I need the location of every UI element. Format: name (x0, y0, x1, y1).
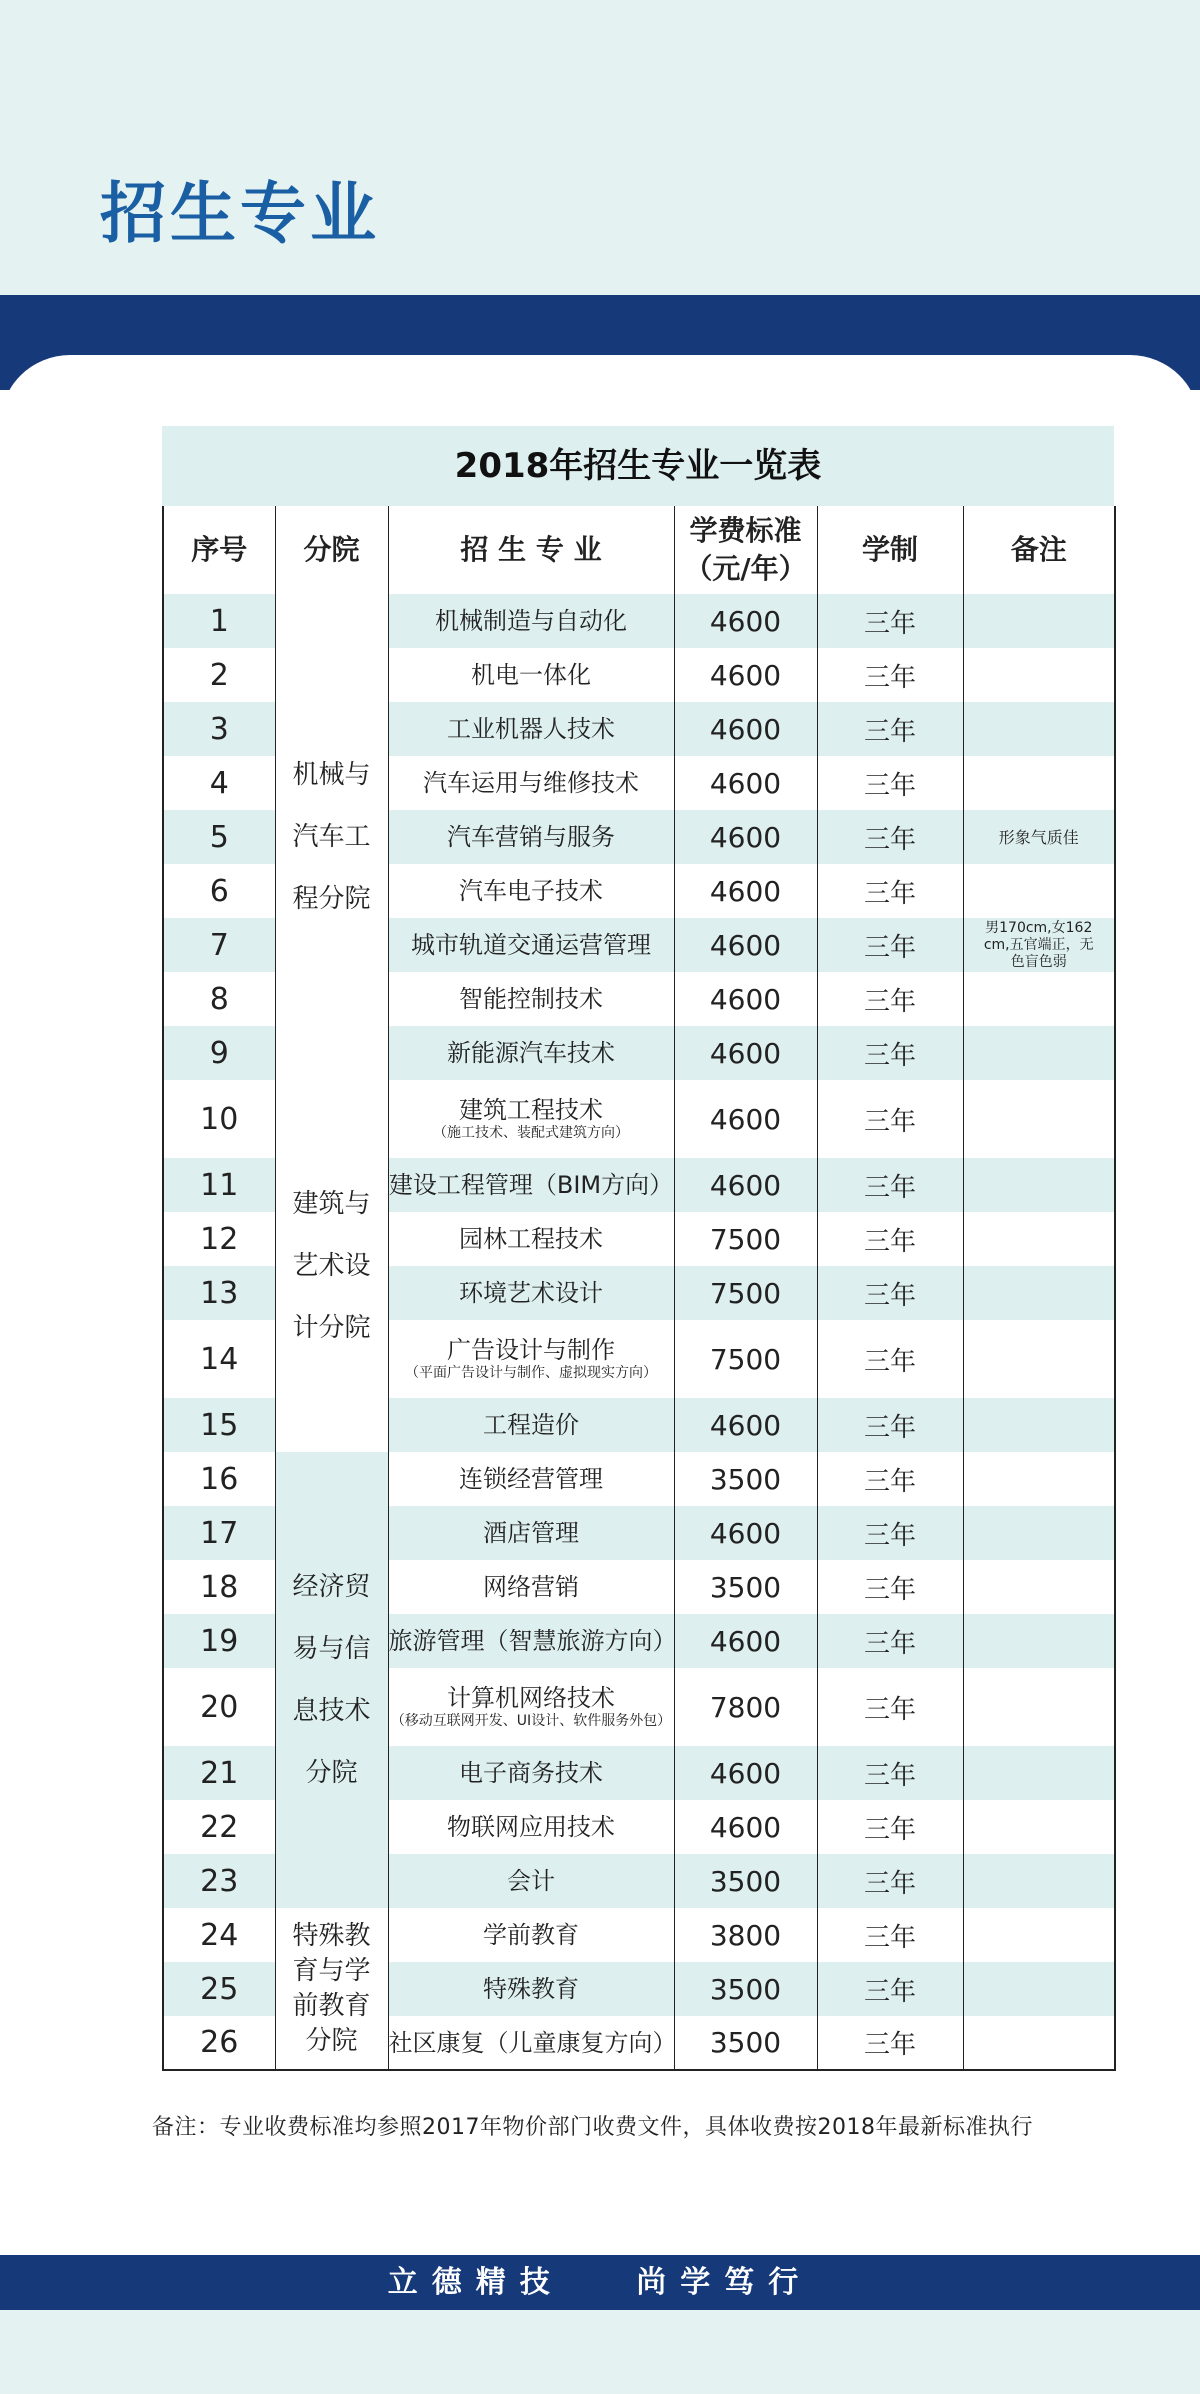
remark (963, 1614, 1115, 1668)
major-name: 计算机网络技术 (447, 1684, 615, 1712)
table-title: 2018年招生专业一览表 (162, 426, 1114, 506)
major-cell (388, 594, 674, 648)
header-duration: 学制 (817, 506, 963, 594)
duration: 三年 (817, 702, 963, 756)
department-cell (275, 594, 388, 1080)
row-number: 20 (163, 1668, 275, 1746)
remark (963, 756, 1115, 810)
header-fee-line2: （元/年） (684, 552, 807, 585)
major-cell (388, 1080, 674, 1158)
row-number: 25 (163, 1962, 275, 2016)
row-number: 15 (163, 1398, 275, 1452)
tuition-fee: 3500 (674, 1560, 817, 1614)
tuition-fee: 3800 (674, 1908, 817, 1962)
duration: 三年 (817, 1506, 963, 1560)
table-row (163, 1908, 1115, 1962)
tuition-fee: 4600 (674, 972, 817, 1026)
tuition-fee: 7500 (674, 1320, 817, 1398)
duration: 三年 (817, 1398, 963, 1452)
major-cell (388, 1746, 674, 1800)
remark (963, 1398, 1115, 1452)
tuition-fee: 4600 (674, 594, 817, 648)
row-number: 24 (163, 1908, 275, 1962)
major-name: 环境艺术设计 (459, 1279, 603, 1307)
row-number: 1 (163, 594, 275, 648)
major-name: 智能控制技术 (459, 985, 603, 1013)
major-name: 广告设计与制作 (447, 1336, 615, 1364)
major-name: 建设工程管理（BIM方向） (388, 1171, 674, 1199)
major-cell (388, 1560, 674, 1614)
remark (963, 1320, 1115, 1398)
row-number: 7 (163, 918, 275, 972)
major-name: 园林工程技术 (459, 1225, 603, 1253)
header-major: 招 生 专 业 (388, 506, 674, 594)
major-cell (388, 2016, 677, 2070)
tuition-fee: 7800 (674, 1668, 817, 1746)
major-name: 电子商务技术 (459, 1759, 603, 1787)
table-row (163, 594, 1115, 648)
tuition-fee: 3500 (674, 1854, 817, 1908)
major-name: 汽车电子技术 (459, 877, 603, 905)
row-number: 2 (163, 648, 275, 702)
major-cell (388, 918, 674, 972)
table-row (163, 1080, 1115, 1158)
major-name: 建筑工程技术 (459, 1096, 603, 1124)
major-cell (388, 1614, 677, 1668)
major-cell (388, 648, 674, 702)
remark (963, 1158, 1115, 1212)
major-name: 工业机器人技术 (447, 715, 615, 743)
duration: 三年 (817, 2016, 963, 2070)
major-cell (388, 702, 674, 756)
remark (963, 1506, 1115, 1560)
row-number: 19 (163, 1614, 275, 1668)
major-cell (388, 810, 674, 864)
major-name: 汽车运用与维修技术 (423, 769, 639, 797)
tuition-fee: 4600 (674, 1080, 817, 1158)
major-cell (388, 1854, 674, 1908)
major-name: 会计 (507, 1867, 555, 1895)
major-subtitle: （移动互联网开发、UI设计、软件服务外包） (390, 1713, 672, 1729)
tuition-fee: 4600 (674, 1746, 817, 1800)
slogan-bar (0, 2255, 1200, 2310)
department-cell (275, 1080, 388, 1452)
major-name: 网络营销 (483, 1573, 579, 1601)
remark (963, 1026, 1115, 1080)
remark (963, 864, 1115, 918)
tuition-fee: 4600 (674, 1158, 817, 1212)
table-row (163, 1452, 1115, 1506)
tuition-fee: 4600 (674, 1026, 817, 1080)
row-number: 6 (163, 864, 275, 918)
major-cell (388, 1452, 674, 1506)
footer-background (0, 2310, 1200, 2394)
row-number: 12 (163, 1212, 275, 1266)
duration: 三年 (817, 1320, 963, 1398)
major-cell (388, 1506, 674, 1560)
row-number: 10 (163, 1080, 275, 1158)
tuition-fee: 4600 (674, 1614, 817, 1668)
row-number: 3 (163, 702, 275, 756)
major-name: 社区康复（儿童康复方向） (388, 2028, 677, 2057)
duration: 三年 (817, 648, 963, 702)
header-dept: 分院 (275, 506, 388, 594)
remark (963, 594, 1115, 648)
remark (963, 1266, 1115, 1320)
remark: 男170cm,女162 cm,五官端正，无 色盲色弱 (963, 918, 1115, 972)
remark (963, 1080, 1115, 1158)
row-number: 22 (163, 1800, 275, 1854)
tuition-fee: 7500 (674, 1266, 817, 1320)
duration: 三年 (817, 972, 963, 1026)
majors-table (162, 506, 1116, 2071)
duration: 三年 (817, 1746, 963, 1800)
department-name: 特殊教 育与学 前教育 分院 (292, 1920, 371, 2056)
major-cell (388, 1212, 674, 1266)
duration: 三年 (817, 1026, 963, 1080)
remark (963, 1560, 1115, 1614)
tuition-fee: 4600 (674, 918, 817, 972)
slogan-part: 尚学笃行 (636, 2265, 813, 2300)
major-cell (388, 1668, 674, 1746)
duration: 三年 (817, 1212, 963, 1266)
remark (963, 1746, 1115, 1800)
department-cell (275, 1452, 388, 1908)
major-name: 城市轨道交通运营管理 (411, 931, 651, 959)
header-seq: 序号 (163, 506, 275, 594)
duration: 三年 (817, 1158, 963, 1212)
remark (963, 1452, 1115, 1506)
major-name: 汽车营销与服务 (447, 823, 615, 851)
duration: 三年 (817, 1800, 963, 1854)
header-fee (674, 506, 817, 594)
remark (963, 1962, 1115, 2016)
major-name: 机电一体化 (471, 661, 591, 689)
major-cell (388, 1398, 674, 1452)
major-name: 旅游管理（智慧旅游方向） (388, 1627, 677, 1655)
page-title: 招生专业 (100, 175, 380, 252)
tuition-fee: 3500 (674, 1452, 817, 1506)
row-number: 14 (163, 1320, 275, 1398)
major-subtitle: （施工技术、装配式建筑方向） (433, 1125, 629, 1141)
slogan-part: 立德精技 (387, 2265, 564, 2300)
row-number: 16 (163, 1452, 275, 1506)
duration: 三年 (817, 1854, 963, 1908)
major-name: 学前教育 (483, 1921, 579, 1949)
majors-table-container (162, 426, 1114, 2071)
row-number: 9 (163, 1026, 275, 1080)
row-number: 8 (163, 972, 275, 1026)
tuition-fee: 3500 (674, 2016, 817, 2070)
duration: 三年 (817, 756, 963, 810)
major-name: 机械制造与自动化 (435, 607, 627, 635)
remark (963, 1908, 1115, 1962)
duration: 三年 (817, 594, 963, 648)
major-cell (388, 972, 674, 1026)
major-cell (388, 1800, 674, 1854)
row-number: 13 (163, 1266, 275, 1320)
major-subtitle: （平面广告设计与制作、虚拟现实方向） (405, 1365, 657, 1381)
row-number: 23 (163, 1854, 275, 1908)
major-cell (388, 756, 674, 810)
remark (963, 1800, 1115, 1854)
remark (963, 972, 1115, 1026)
row-number: 18 (163, 1560, 275, 1614)
tuition-fee: 3500 (674, 1962, 817, 2016)
row-number: 11 (163, 1158, 275, 1212)
major-name: 酒店管理 (483, 1519, 579, 1547)
major-cell (388, 864, 674, 918)
remark (963, 1668, 1115, 1746)
tuition-fee: 4600 (674, 1800, 817, 1854)
duration: 三年 (817, 1668, 963, 1746)
row-number: 21 (163, 1746, 275, 1800)
tuition-fee: 4600 (674, 1506, 817, 1560)
tuition-fee: 4600 (674, 648, 817, 702)
duration: 三年 (817, 1266, 963, 1320)
tuition-fee: 4600 (674, 756, 817, 810)
major-name: 连锁经营管理 (459, 1465, 603, 1493)
row-number: 4 (163, 756, 275, 810)
row-number: 17 (163, 1506, 275, 1560)
header-note: 备注 (963, 506, 1115, 594)
remark (963, 1212, 1115, 1266)
duration: 三年 (817, 810, 963, 864)
major-name: 物联网应用技术 (447, 1813, 615, 1841)
department-name: 机械与 汽车工 程分院 (292, 760, 371, 914)
major-cell (388, 1158, 674, 1212)
remark (963, 702, 1115, 756)
department-name: 建筑与 艺术设 计分院 (292, 1189, 371, 1343)
major-cell (388, 1908, 674, 1962)
duration: 三年 (817, 864, 963, 918)
remark (963, 1854, 1115, 1908)
header-fee-line1: 学费标准 (689, 514, 802, 547)
table-header-row (163, 506, 1115, 594)
department-name: 经济贸 易与信 息技术 分院 (292, 1572, 371, 1788)
tuition-fee: 4600 (674, 810, 817, 864)
row-number: 5 (163, 810, 275, 864)
remark (963, 648, 1115, 702)
major-cell (388, 1266, 674, 1320)
row-number: 26 (163, 2016, 275, 2070)
duration: 三年 (817, 1080, 963, 1158)
duration: 三年 (817, 1962, 963, 2016)
major-cell (388, 1026, 674, 1080)
remark: 形象气质佳 (963, 810, 1115, 864)
remark (963, 2016, 1115, 2070)
duration: 三年 (817, 1908, 963, 1962)
tuition-fee: 4600 (674, 1398, 817, 1452)
major-cell (388, 1320, 674, 1398)
major-cell (388, 1962, 674, 2016)
major-name: 特殊教育 (483, 1975, 579, 2003)
table-body (163, 594, 1115, 2070)
duration: 三年 (817, 1614, 963, 1668)
tuition-fee: 7500 (674, 1212, 817, 1266)
major-name: 工程造价 (483, 1411, 579, 1439)
tuition-fee: 4600 (674, 702, 817, 756)
department-cell (275, 1908, 388, 2070)
duration: 三年 (817, 1452, 963, 1506)
duration: 三年 (817, 918, 963, 972)
footnote: 备注：专业收费标准均参照2017年物价部门收费文件，具体收费按2018年最新标准执行 (152, 2115, 1033, 2140)
tuition-fee: 4600 (674, 864, 817, 918)
duration: 三年 (817, 1560, 963, 1614)
major-name: 新能源汽车技术 (447, 1039, 615, 1067)
